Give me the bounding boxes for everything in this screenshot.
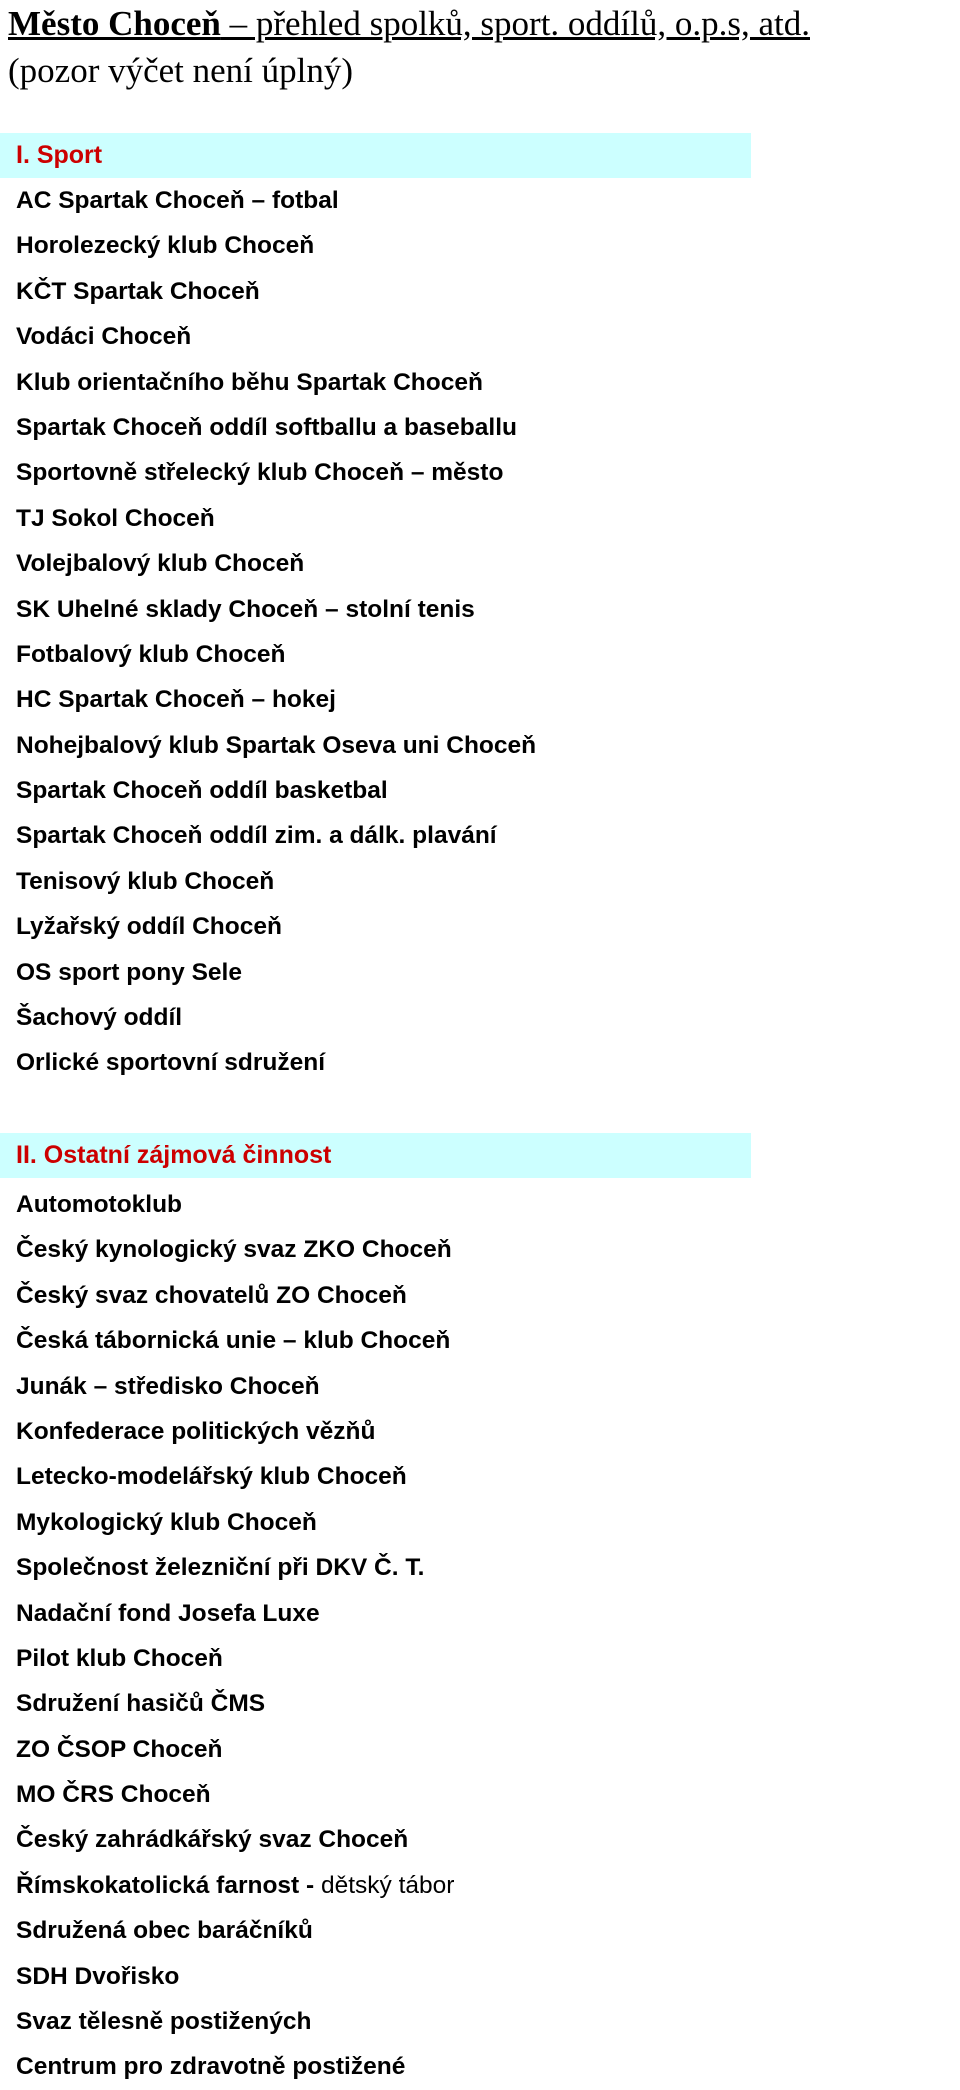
document-header: [8, 0, 958, 94]
list-item: TJ Sokol Choceň: [16, 504, 215, 532]
list-item: Česká tábornická unie – klub Choceň: [16, 1327, 451, 1355]
list-item: Konfederace politických vězňů: [16, 1417, 376, 1445]
list-item: Fotbalový klub Choceň: [16, 640, 286, 668]
page-subtitle: (pozor výčet není úplný): [8, 51, 354, 90]
list-item: OS sport pony Sele: [16, 958, 242, 986]
sport-list: [16, 178, 536, 1086]
list-item: Volejbalový klub Choceň: [16, 550, 305, 578]
list-item: Společnost železniční při DKV Č. T.: [16, 1554, 425, 1582]
list-item: Spartak Choceň oddíl softballu a baseballu: [16, 413, 517, 441]
other-activities-list: [16, 1182, 454, 2090]
title-city: Město Choceň: [8, 4, 221, 43]
list-item-note: dětský tábor: [320, 1871, 455, 1899]
list-item: Mykologický klub Choceň: [16, 1508, 317, 1536]
list-item: Junák – středisko Choceň: [16, 1372, 320, 1400]
list-item: Horolezecký klub Choceň: [16, 232, 315, 260]
list-item: SK Uhelné sklady Choceň – stolní tenis: [16, 595, 475, 623]
list-item: Pilot klub Choceň: [16, 1644, 223, 1672]
section-heading-sport: I. Sport: [0, 133, 751, 178]
list-item: Spartak Choceň oddíl basketbal: [16, 777, 388, 805]
list-item: Šachový oddíl: [16, 1004, 183, 1032]
list-item: Nadační fond Josefa Luxe: [16, 1599, 320, 1627]
list-item: Český zahrádkářský svaz Choceň: [16, 1826, 409, 1854]
list-item: Český kynologický svaz ZKO Choceň: [16, 1236, 452, 1264]
page-title: [8, 0, 958, 47]
list-item: Sdružení hasičů ČMS: [16, 1690, 266, 1718]
list-item: HC Spartak Choceň – hokej: [16, 686, 336, 714]
list-item: Sportovně střelecký klub Choceň – město: [16, 459, 504, 487]
list-item: Orlické sportovní sdružení: [16, 1049, 326, 1077]
list-item: Sdružená obec baráčníků: [16, 1917, 313, 1945]
list-item: KČT Spartak Choceň: [16, 277, 260, 305]
list-item: ZO ČSOP Choceň: [16, 1735, 223, 1763]
list-item: Nohejbalový klub Spartak Oseva uni Choceň: [16, 731, 537, 759]
list-item: Vodáci Choceň: [16, 323, 192, 351]
list-item: MO ČRS Choceň: [16, 1781, 211, 1809]
list-item: SDH Dvořisko: [16, 1962, 180, 1990]
list-item: Tenisový klub Choceň: [16, 867, 275, 895]
section-heading-other-activities: II. Ostatní zájmová činnost: [0, 1133, 751, 1178]
list-item: Centrum pro zdravotně postižené: [16, 2053, 406, 2081]
list-item: Spartak Choceň oddíl zim. a dálk. plavání: [16, 822, 497, 850]
list-item: Automotoklub: [16, 1191, 183, 1218]
list-item-label: Římskokatolická farnost -: [16, 1871, 321, 1899]
list-item: Letecko-modelářský klub Choceň: [16, 1463, 407, 1491]
list-item: Svaz tělesně postižených: [16, 2008, 312, 2036]
list-item: AC Spartak Choceň – fotbal: [16, 187, 339, 214]
list-item: [16, 1863, 454, 1908]
title-description: – přehled spolků, sport. oddílů, o.p.s, atd.: [220, 4, 810, 43]
list-item: Klub orientačního běhu Spartak Choceň: [16, 368, 483, 396]
list-item: Český svaz chovatelů ZO Choceň: [16, 1281, 407, 1309]
list-item: Lyžařský oddíl Choceň: [16, 913, 282, 941]
